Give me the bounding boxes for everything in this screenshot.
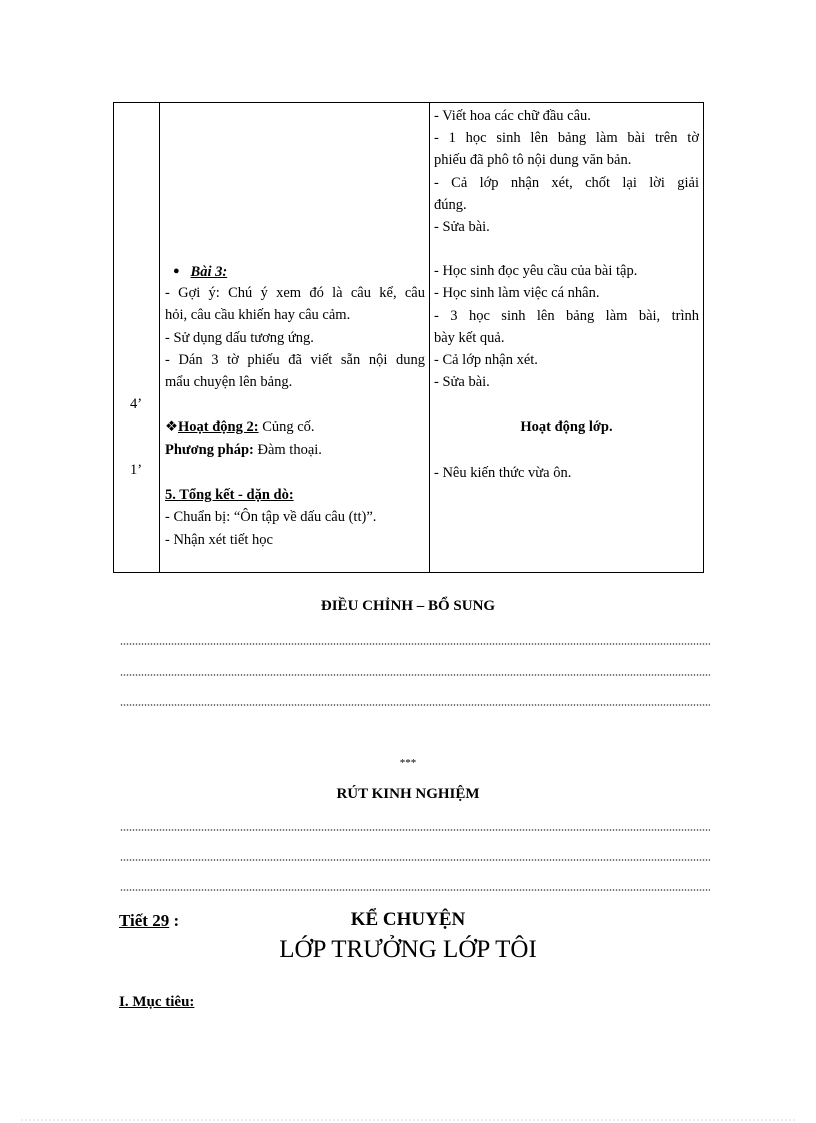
- text-line: - Sử dụng dấu tương ứng.: [165, 330, 314, 346]
- text-line: hỏi, câu cầu khiến hay câu cảm.: [165, 307, 351, 323]
- lesson-table: [113, 102, 704, 573]
- rut-kinh-nghiem-heading: RÚT KINH NGHIỆM: [336, 786, 480, 802]
- activity-heading: Hoạt động lớp.: [520, 419, 613, 435]
- text-line: bày kết quả.: [434, 330, 505, 346]
- diamond-bullet-icon: ❖: [165, 419, 178, 435]
- phuong-phap-label: Phương pháp:: [165, 442, 254, 458]
- lesson-number-colon: :: [173, 911, 180, 930]
- dotted-line: [120, 889, 710, 891]
- text-line: - Nhận xét tiết học: [165, 532, 273, 548]
- teacher-activities-column: [165, 103, 425, 574]
- lesson-number-text: Tiết 29: [119, 911, 170, 930]
- bai3-title: Bài 3:: [190, 264, 228, 280]
- column-divider: [429, 103, 430, 572]
- hoat-dong-2-text: Củng cố.: [258, 419, 315, 435]
- phuong-phap: [165, 439, 322, 461]
- tong-ket-heading: 5. Tổng kết - dặn dò:: [165, 487, 294, 503]
- column-divider: [159, 103, 160, 572]
- subject-title: KỂ CHUYỆN: [350, 909, 466, 930]
- text-line: - Chuẩn bị: “Ôn tập về dấu câu (tt)”.: [165, 509, 377, 525]
- text-line: - Sửa bài.: [434, 219, 490, 235]
- text-line: mẩu chuyện lên bảng.: [165, 374, 293, 390]
- text-line: - Cả lớp nhận xét.: [434, 352, 538, 368]
- separator: ***: [399, 757, 417, 769]
- dotted-line: [120, 674, 710, 676]
- bullet-icon: ●: [173, 265, 180, 277]
- text-line: đúng.: [434, 197, 467, 213]
- time-cell: 1’: [130, 462, 143, 478]
- text-line: - Dán 3 tờ phiếu đã viết sẵn nội dung: [165, 352, 425, 368]
- hoat-dong-2: [165, 416, 315, 438]
- student-activities-column: [434, 103, 699, 574]
- phuong-phap-text: Đàm thoại.: [253, 442, 322, 458]
- text-line: - Gợi ý: Chú ý xem đó là câu kể, câu: [165, 285, 425, 301]
- text-line: - Sửa bài.: [434, 374, 490, 390]
- page-bottom-border: [20, 1119, 796, 1121]
- bai3-heading: [173, 260, 227, 283]
- dotted-line: [120, 859, 710, 861]
- dieu-chinh-heading: ĐIỀU CHỈNH – BỔ SUNG: [320, 598, 496, 614]
- dotted-line: [120, 704, 710, 706]
- text-line: - Học sinh đọc yêu cầu của bài tập.: [434, 263, 638, 279]
- text-line: - 1 học sinh lên bảng làm bài trên tờ: [434, 130, 699, 146]
- dotted-line: [120, 643, 710, 645]
- dotted-line: [120, 829, 710, 831]
- text-line: phiếu đã phô tô nội dung văn bản.: [434, 152, 632, 168]
- text-line: - 3 học sinh lên bảng làm bài, trình: [434, 308, 699, 324]
- text-line: - Nêu kiến thức vừa ôn.: [434, 465, 572, 481]
- text-line: - Viết hoa các chữ đầu câu.: [434, 108, 591, 124]
- lesson-title: LỚP TRƯỞNG LỚP TÔI: [279, 936, 537, 963]
- text-line: - Cả lớp nhận xét, chốt lại lời giải: [434, 175, 699, 191]
- time-cell: 4’: [130, 396, 143, 412]
- hoat-dong-2-title: Hoạt động 2:: [178, 419, 259, 435]
- text-line: - Học sinh làm việc cá nhân.: [434, 285, 600, 301]
- objectives-heading: I. Mục tiêu:: [119, 994, 195, 1010]
